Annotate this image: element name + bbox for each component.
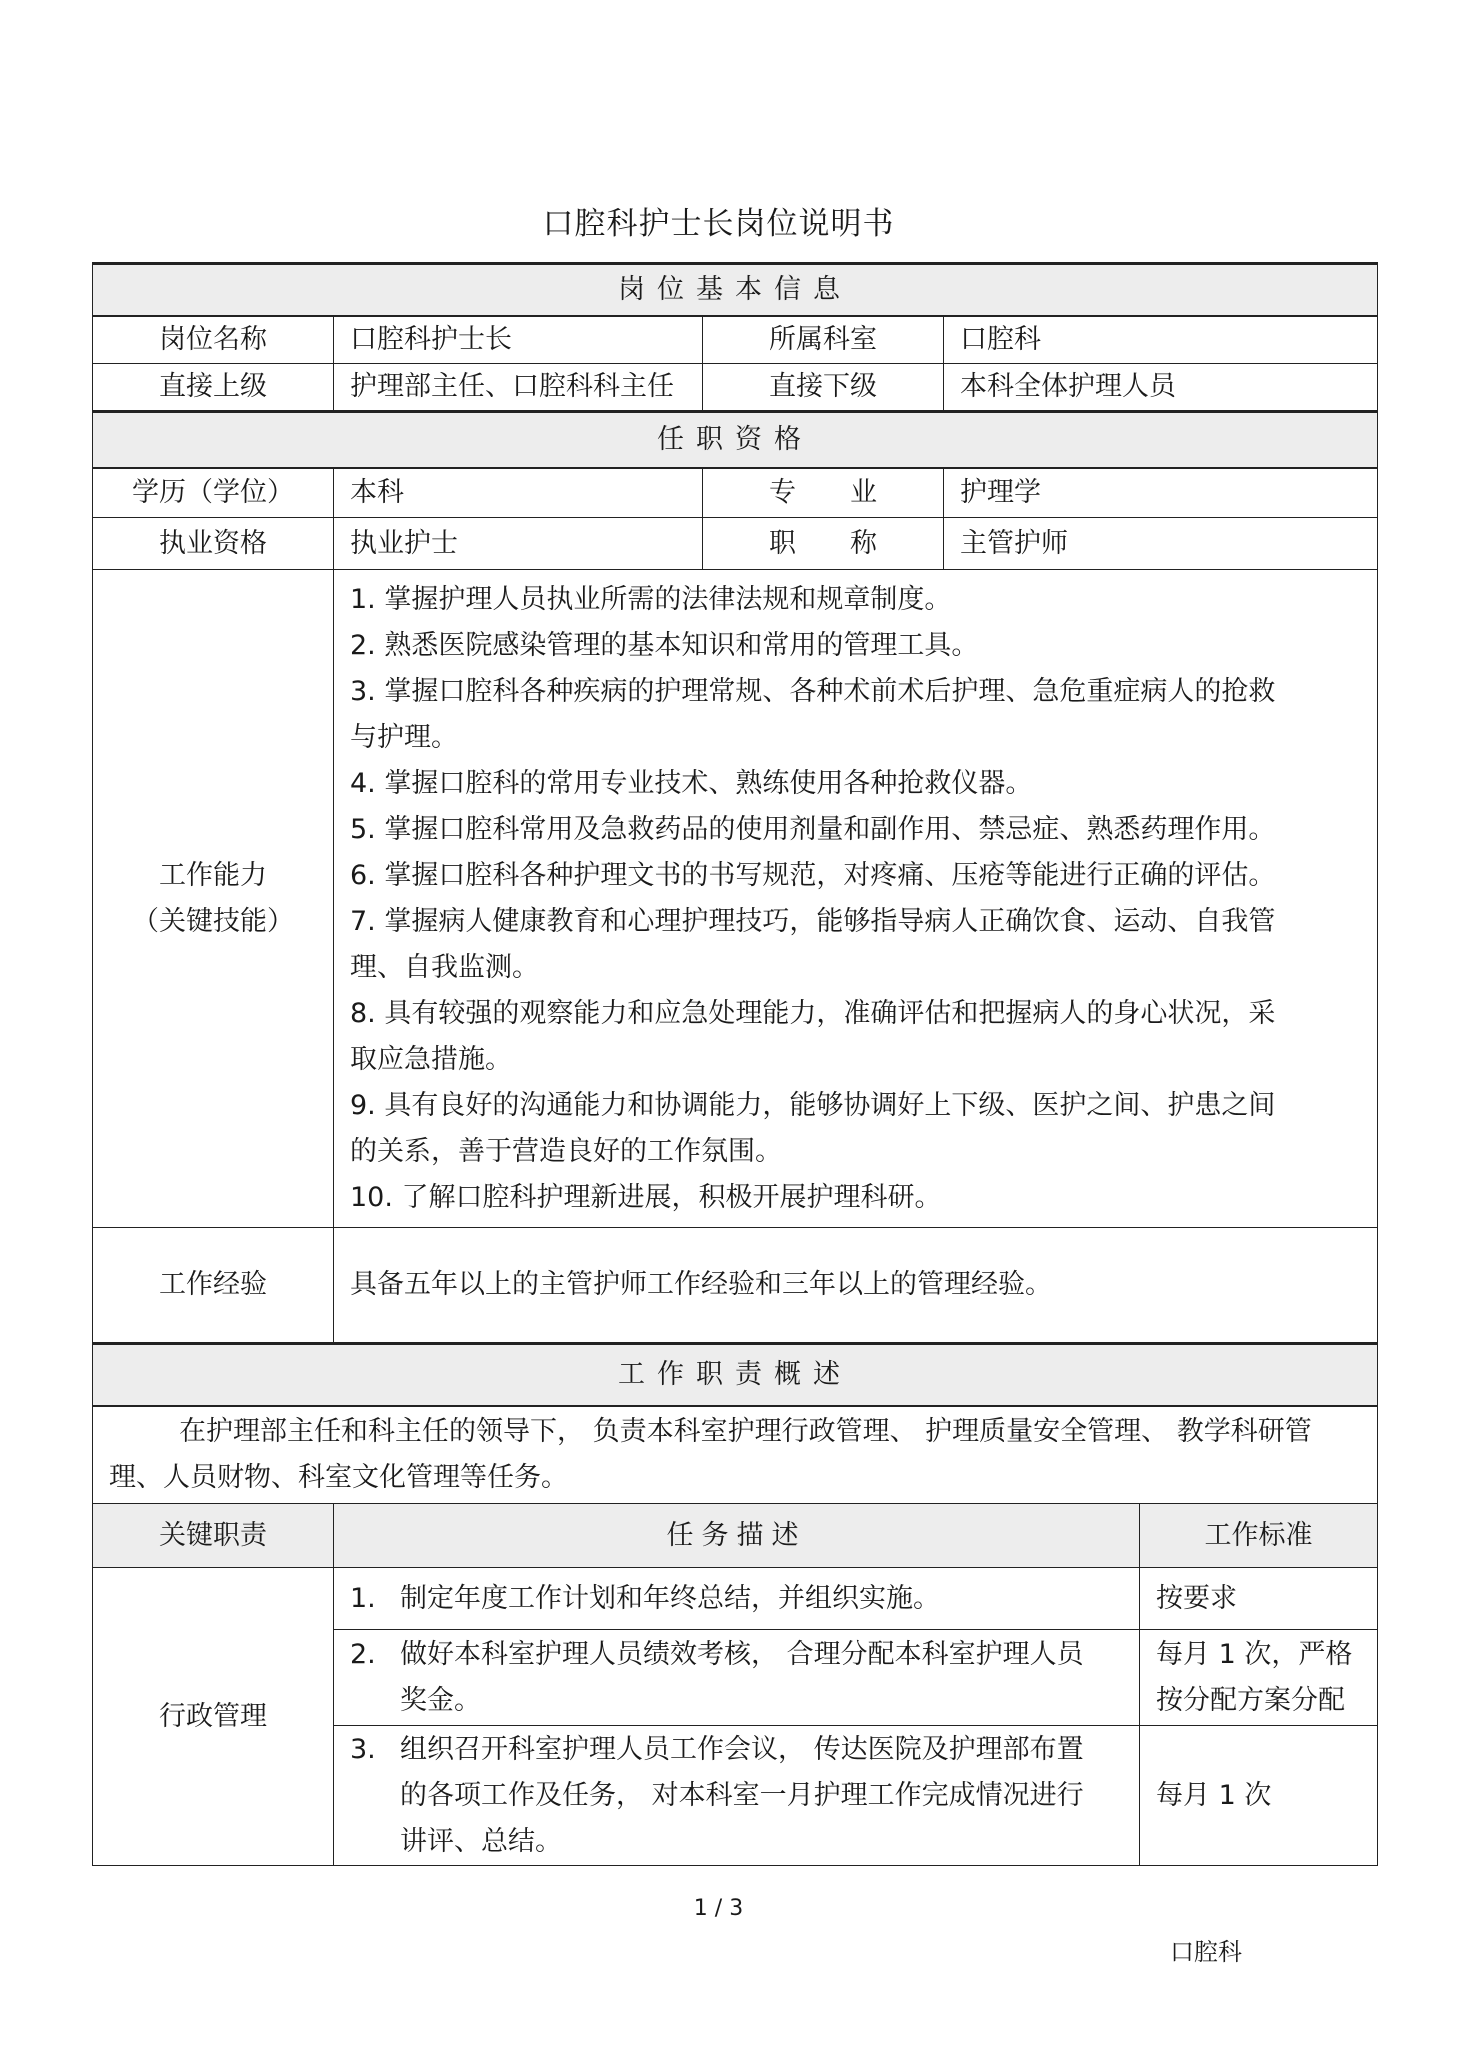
subordinate-label: 直接下级 <box>703 364 944 412</box>
job-description-table <box>92 262 1378 1866</box>
duty-overview-text: 在护理部主任和科主任的领导下， 负责本科室护理行政管理、 护理质量安全管理、 教学科研管理、人员财物、科室文化管理等任务。 <box>93 1406 1378 1504</box>
task-standard: 每月 1 次，严格按分配方案分配 <box>1140 1630 1378 1726</box>
superior-value: 护理部主任、口腔科科主任 <box>334 364 703 412</box>
experience-row <box>93 1228 1378 1344</box>
capability-label <box>93 570 334 1228</box>
overview-row <box>93 1406 1378 1504</box>
task-text: 制定年度工作计划和年终总结，并组织实施。 <box>400 1582 940 1614</box>
experience-value: 具备五年以上的主管护师工作经验和三年以上的管理经验。 <box>334 1228 1378 1344</box>
table-row <box>93 364 1378 412</box>
section-header-row <box>93 412 1378 468</box>
capability-label-line2: （关键技能） <box>132 905 294 937</box>
professional-title-label: 职 称 <box>703 518 944 570</box>
admin-management-label: 行政管理 <box>93 1568 334 1866</box>
list-item: 9. 具有良好的沟通能力和协调能力，能够协调好上下级、医护之间、护患之间的关系，善于营造良好的工作氛围。 <box>350 1089 1276 1167</box>
capability-row <box>93 570 1378 1228</box>
task-cell <box>334 1630 1140 1726</box>
education-label: 学历（学位） <box>93 468 334 518</box>
task-standard: 每月 1 次 <box>1140 1726 1378 1866</box>
list-item: 7. 掌握病人健康教育和心理护理技巧，能够指导病人正确饮食、运动、自我管理、自我监测。 <box>350 905 1276 983</box>
license-value: 执业护士 <box>334 518 703 570</box>
work-standard-header: 工作标准 <box>1140 1504 1378 1568</box>
position-name-value: 口腔科护士长 <box>334 316 703 364</box>
list-item: 1. 掌握护理人员执业所需的法律法规和规章制度。 <box>350 583 952 615</box>
list-item: 2. 熟悉医院感染管理的基本知识和常用的管理工具。 <box>350 629 979 661</box>
position-name-label: 岗位名称 <box>93 316 334 364</box>
table-row <box>93 316 1378 364</box>
task-text: 组织召开科室护理人员工作会议， 传达医院及护理部布置的各项工作及任务， 对本科室一月护理工作完成情况进行讲评、总结。 <box>400 1733 1084 1857</box>
table-row <box>93 468 1378 518</box>
professional-title-value: 主管护师 <box>944 518 1378 570</box>
section-header-row <box>93 1344 1378 1406</box>
page-title: 口腔科护士长岗位说明书 <box>542 206 895 242</box>
capability-label-line1: 工作能力 <box>159 859 267 891</box>
section-basic-info: 岗位基本信息 <box>93 264 1378 316</box>
list-item: 4. 掌握口腔科的常用专业技术、熟练使用各种抢救仪器。 <box>350 767 1033 799</box>
task-number: 3. <box>350 1733 376 1765</box>
page-number: 1 / 3 <box>693 1896 744 1921</box>
major-value: 护理学 <box>944 468 1378 518</box>
education-value: 本科 <box>334 468 703 518</box>
list-item: 5. 掌握口腔科常用及急救药品的使用剂量和副作用、禁忌症、熟悉药理作用。 <box>350 813 1276 845</box>
table-row <box>93 518 1378 570</box>
task-cell <box>334 1568 1140 1630</box>
task-standard: 按要求 <box>1140 1568 1378 1630</box>
list-item: 10. 了解口腔科护理新进展，积极开展护理科研。 <box>350 1181 942 1213</box>
section-duty-overview: 工作职责概述 <box>93 1344 1378 1406</box>
table-row <box>93 1568 1378 1630</box>
capability-list <box>334 570 1378 1228</box>
experience-label: 工作经验 <box>93 1228 334 1344</box>
superior-label: 直接上级 <box>93 364 334 412</box>
task-number: 2. <box>350 1638 376 1670</box>
footer-department: 口腔科 <box>1170 1938 1242 1966</box>
major-label: 专 业 <box>703 468 944 518</box>
list-item: 8. 具有较强的观察能力和应急处理能力，准确评估和把握病人的身心状况，采取应急措施。 <box>350 997 1276 1075</box>
department-label: 所属科室 <box>703 316 944 364</box>
task-cell <box>334 1726 1140 1866</box>
section-qualification: 任职资格 <box>93 412 1378 468</box>
duty-header-row <box>93 1504 1378 1568</box>
list-item: 6. 掌握口腔科各种护理文书的书写规范，对疼痛、压疮等能进行正确的评估。 <box>350 859 1276 891</box>
list-item: 3. 掌握口腔科各种疾病的护理常规、各种术前术后护理、急危重症病人的抢救与护理。 <box>350 675 1276 753</box>
task-text: 做好本科室护理人员绩效考核， 合理分配本科室护理人员奖金。 <box>400 1638 1084 1716</box>
task-number: 1. <box>350 1582 376 1614</box>
license-label: 执业资格 <box>93 518 334 570</box>
subordinate-value: 本科全体护理人员 <box>944 364 1378 412</box>
key-duty-header: 关键职责 <box>93 1504 334 1568</box>
task-description-header: 任务描述 <box>334 1504 1140 1568</box>
section-header-row <box>93 264 1378 316</box>
department-value: 口腔科 <box>944 316 1378 364</box>
